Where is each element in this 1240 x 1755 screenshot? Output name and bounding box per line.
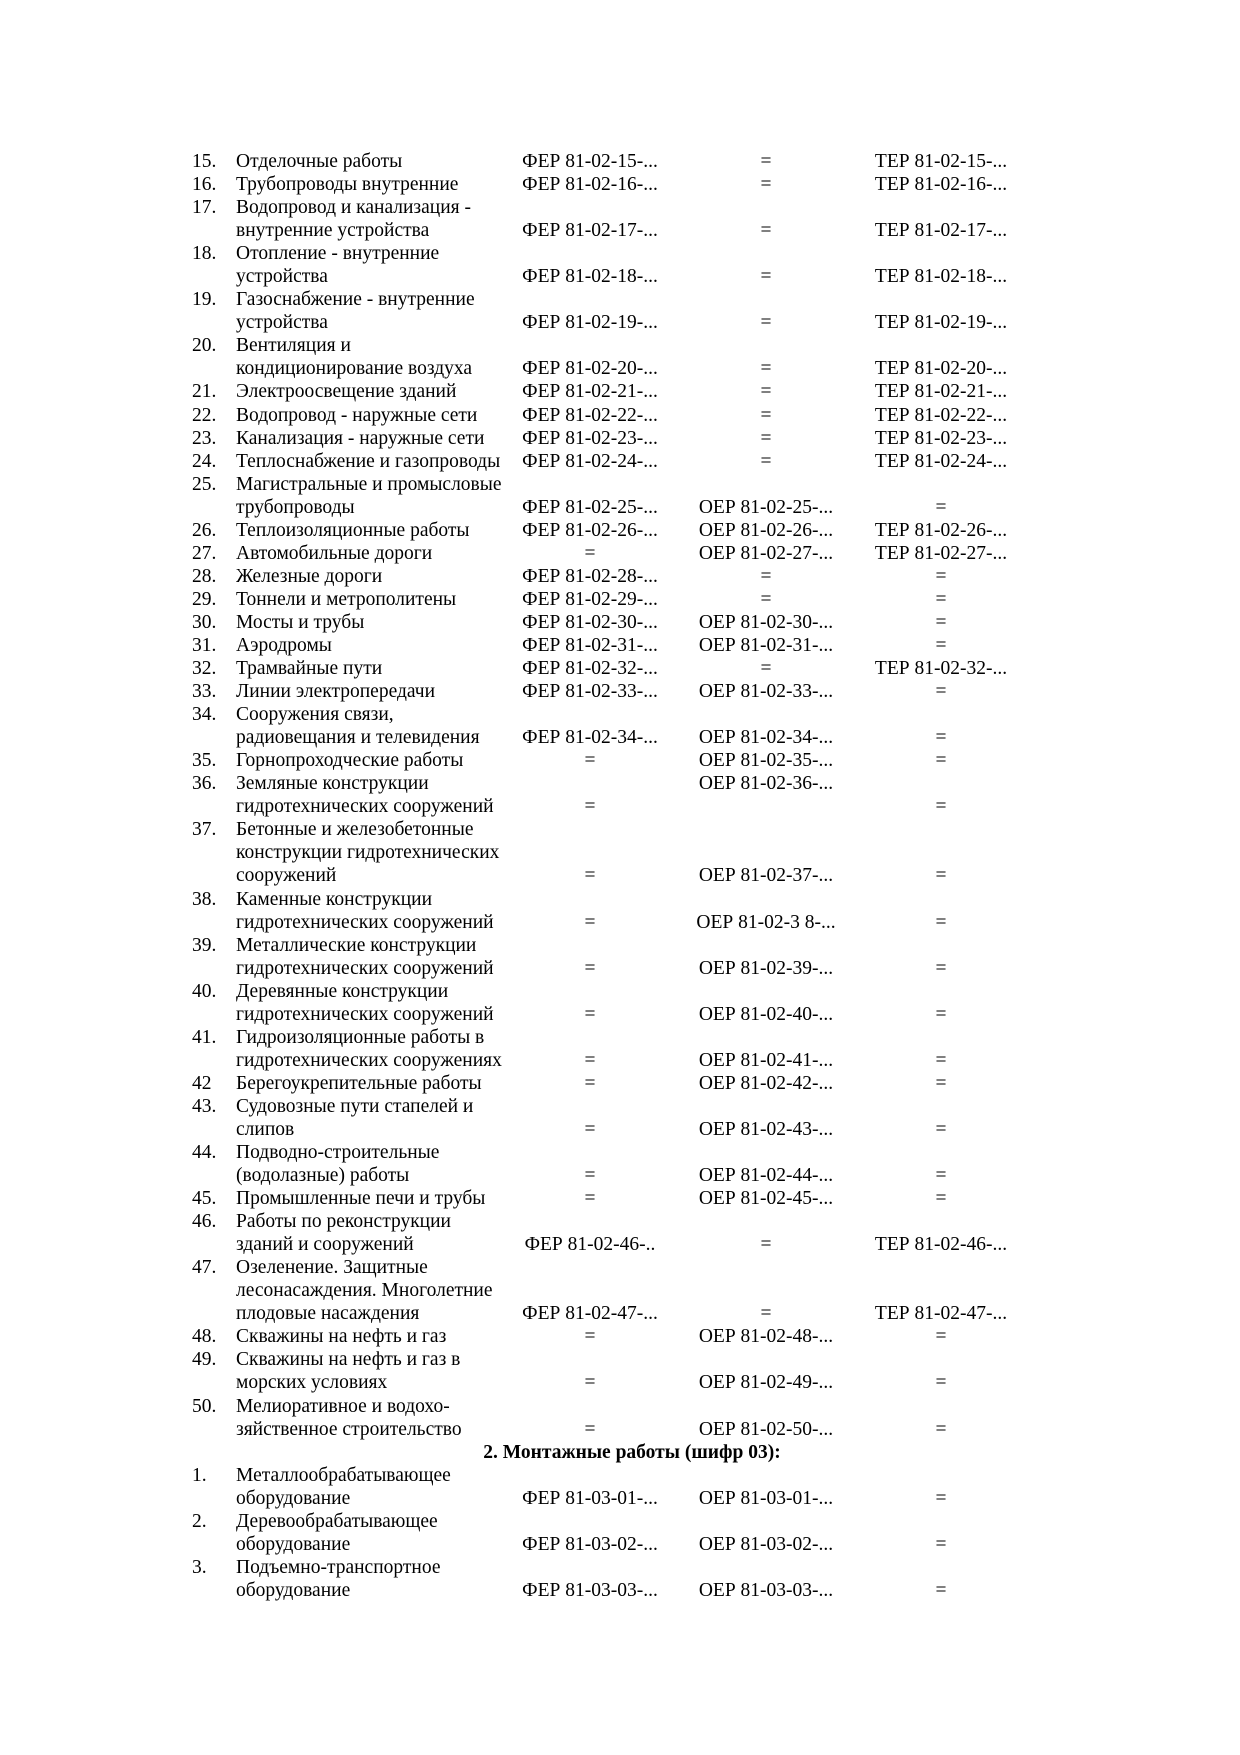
ter-code: ТЕР 81-02-46-...	[874, 1234, 1008, 1256]
ter-code: =	[935, 681, 947, 703]
table-row-line	[192, 565, 1062, 588]
table-row-line	[192, 772, 1062, 795]
ter-code: =	[935, 911, 947, 933]
table-row-line	[192, 173, 1062, 196]
ter-code: ТЕР 81-02-18-...	[874, 266, 1008, 288]
work-type-name: Теплоизоляционные работы	[236, 519, 470, 541]
fer-code: ФЕР 81-02-18-...	[522, 266, 658, 288]
oer-code: ОЕР 81-02-48-...	[698, 1326, 834, 1348]
work-type-name: гидротехнических сооружениях	[236, 1049, 502, 1071]
oer-code: ОЕР 81-02-34-...	[698, 727, 834, 749]
fer-code: ФЕР 81-02-19-...	[522, 312, 658, 334]
ter-code: =	[935, 1487, 947, 1509]
oer-code: ОЕР 81-02-37-...	[698, 865, 834, 887]
norms-table	[192, 150, 1062, 1602]
row-number: 35.	[192, 750, 217, 772]
table-row-line	[192, 1510, 1062, 1533]
oer-code: ОЕР 81-02-26-...	[698, 519, 834, 541]
oer-code: ОЕР 81-02-25-...	[698, 496, 834, 518]
table-row-line	[192, 657, 1062, 680]
row-number: 27.	[192, 542, 217, 564]
work-type-name: Электроосвещение зданий	[236, 381, 457, 403]
work-type-name: Судовозные пути стапелей и	[236, 1095, 474, 1117]
work-type-name: Озеленение. Защитные	[236, 1257, 428, 1279]
work-type-name: Горнопроходческие работы	[236, 750, 464, 772]
table-row-line	[192, 1579, 1062, 1602]
table-row-line	[192, 1049, 1062, 1072]
row-number: 36.	[192, 773, 217, 795]
table-row-line	[192, 795, 1062, 818]
ter-code: =	[935, 1188, 947, 1210]
work-type-name: устройства	[236, 266, 328, 288]
row-number: 21.	[192, 381, 217, 403]
work-type-name: лесонасаждения. Многолетние	[236, 1280, 493, 1302]
ter-code: =	[935, 634, 947, 656]
work-type-name: Трубопроводы внутренние	[236, 174, 459, 196]
oer-code: ОЕР 81-02-27-...	[698, 542, 834, 564]
work-type-name: Металлические конструкции	[236, 934, 477, 956]
row-number: 43.	[192, 1095, 217, 1117]
table-row-line	[192, 1533, 1062, 1556]
table-row-line	[192, 450, 1062, 473]
row-number: 44.	[192, 1142, 217, 1164]
oer-code: ОЕР 81-02-33-...	[698, 681, 834, 703]
table-row-line	[192, 864, 1062, 887]
fer-code: =	[584, 1372, 596, 1394]
row-number: 37.	[192, 819, 217, 841]
row-number: 31.	[192, 634, 217, 656]
table-row-line	[192, 496, 1062, 519]
row-number: 45.	[192, 1188, 217, 1210]
row-number: 33.	[192, 681, 217, 703]
work-type-name: Металлообрабатывающее	[236, 1464, 451, 1486]
table-row-line	[192, 980, 1062, 1003]
work-type-name: Отделочные работы	[236, 151, 403, 172]
work-type-name: Газоснабжение - внутренние	[236, 289, 475, 311]
row-number: 28.	[192, 565, 217, 587]
oer-code: ОЕР 81-02-42-...	[698, 1072, 834, 1094]
fer-code: =	[584, 1418, 596, 1440]
table-row-line	[192, 1371, 1062, 1394]
oer-code: =	[760, 358, 772, 380]
ter-code: ТЕР 81-02-47-...	[874, 1303, 1008, 1325]
table-row-line	[192, 841, 1062, 864]
fer-code: =	[584, 1326, 596, 1348]
fer-code: ФЕР 81-02-17-...	[522, 220, 658, 242]
fer-code: ФЕР 81-02-16-...	[522, 174, 658, 196]
ter-code: =	[935, 1372, 947, 1394]
ter-code: =	[935, 1049, 947, 1071]
fer-code: =	[584, 911, 596, 933]
table-row-line	[192, 1256, 1062, 1279]
work-type-name: оборудование	[236, 1487, 351, 1509]
row-number: 3.	[192, 1556, 207, 1578]
fer-code: ФЕР 81-02-31-...	[522, 634, 658, 656]
ter-code: =	[935, 496, 947, 518]
table-row-line	[192, 888, 1062, 911]
oer-code: =	[760, 427, 772, 449]
row-number: 47.	[192, 1257, 217, 1279]
fer-code: ФЕР 81-02-34-...	[522, 727, 658, 749]
fer-code: ФЕР 81-02-29-...	[522, 588, 658, 610]
oer-code: ОЕР 81-02-45-...	[698, 1188, 834, 1210]
work-type-name: оборудование	[236, 1579, 351, 1601]
work-type-name: гидротехнических сооружений	[236, 796, 494, 818]
table-row-line	[192, 1487, 1062, 1510]
table-row-line	[192, 334, 1062, 357]
work-type-name: Берегоукрепительные работы	[236, 1072, 482, 1094]
ter-code: ТЕР 81-02-26-...	[874, 519, 1008, 541]
work-type-name: Трамвайные пути	[236, 658, 383, 680]
work-type-name: морских условиях	[236, 1372, 388, 1394]
row-number: 25.	[192, 473, 217, 495]
row-number: 38.	[192, 888, 217, 910]
work-type-name: Мосты и трубы	[236, 611, 365, 633]
oer-code: =	[760, 1234, 772, 1256]
table-row-line	[192, 427, 1062, 450]
ter-code: =	[935, 1533, 947, 1555]
table-row-line	[192, 611, 1062, 634]
fer-code: ФЕР 81-03-03-...	[522, 1579, 658, 1601]
oer-code: =	[760, 220, 772, 242]
ter-code: =	[935, 588, 947, 610]
table-row-line	[192, 1418, 1062, 1441]
table-row-line	[192, 818, 1062, 841]
work-type-name: (водолазные) работы	[236, 1165, 410, 1187]
work-type-name: внутренние устройства	[236, 220, 430, 242]
row-number: 24.	[192, 450, 217, 472]
fer-code: =	[584, 750, 596, 772]
work-type-name: Работы по реконструкции	[236, 1211, 451, 1233]
ter-code: =	[935, 565, 947, 587]
oer-code: =	[760, 312, 772, 334]
work-type-name: Отопление - внутренние	[236, 243, 440, 265]
work-type-name: Скважины на нефть и газ в	[236, 1349, 461, 1371]
work-type-name: Вентиляция и	[236, 335, 351, 357]
ter-code: ТЕР 81-02-20-...	[874, 358, 1008, 380]
work-type-name: зяйственное строительство	[236, 1418, 462, 1440]
oer-code: =	[760, 658, 772, 680]
table-row-line	[192, 703, 1062, 726]
work-type-name: Водопровод и канализация -	[236, 197, 471, 219]
work-type-name: Промышленные печи и трубы	[236, 1188, 486, 1210]
fer-code: =	[584, 1118, 596, 1140]
table-row-line	[192, 1141, 1062, 1164]
row-number: 15.	[192, 151, 217, 172]
work-type-name: Бетонные и железобетонные	[236, 819, 474, 841]
oer-code: =	[760, 1303, 772, 1325]
table-row-line	[192, 288, 1062, 311]
ter-code: ТЕР 81-02-17-...	[874, 220, 1008, 242]
table-row-line	[192, 380, 1062, 403]
row-number: 48.	[192, 1326, 217, 1348]
row-number: 40.	[192, 980, 217, 1002]
fer-code: ФЕР 81-02-32-...	[522, 658, 658, 680]
section-2-rows	[192, 1464, 1062, 1602]
oer-code: ОЕР 81-02-35-...	[698, 750, 834, 772]
table-row-line	[192, 404, 1062, 427]
work-type-name: Тоннели и метрополитены	[236, 588, 457, 610]
table-row-line	[192, 542, 1062, 565]
fer-code: ФЕР 81-02-15-...	[522, 151, 658, 172]
oer-code: ОЕР 81-02-49-...	[698, 1372, 834, 1394]
work-type-name: Подводно-строительные	[236, 1142, 440, 1164]
fer-code: ФЕР 81-02-23-...	[522, 427, 658, 449]
work-type-name: Деревообрабатывающее	[236, 1510, 438, 1532]
row-number: 41.	[192, 1026, 217, 1048]
row-number: 19.	[192, 289, 217, 311]
work-type-name: Гидроизоляционные работы в	[236, 1026, 485, 1048]
table-row-line	[192, 1395, 1062, 1418]
table-row-line	[192, 265, 1062, 288]
row-number: 1.	[192, 1464, 207, 1486]
oer-code: =	[760, 266, 772, 288]
oer-code: =	[760, 588, 772, 610]
table-row-line	[192, 1464, 1062, 1487]
work-type-name: Канализация - наружные сети	[236, 427, 485, 449]
row-number: 30.	[192, 611, 217, 633]
work-type-name: Железные дороги	[236, 565, 383, 587]
ter-code: ТЕР 81-02-15-...	[874, 151, 1008, 172]
work-type-name: плодовые насаждения	[236, 1303, 420, 1325]
row-number: 49.	[192, 1349, 217, 1371]
table-row-line	[192, 242, 1062, 265]
oer-code: ОЕР 81-02-43-...	[698, 1118, 834, 1140]
row-number: 46.	[192, 1211, 217, 1233]
work-type-name: конструкции гидротехнических	[236, 842, 500, 864]
fer-code: ФЕР 81-02-20-...	[522, 358, 658, 380]
ter-code: =	[935, 865, 947, 887]
work-type-name: сооружений	[236, 865, 337, 887]
fer-code: ФЕР 81-02-22-...	[522, 404, 658, 426]
work-type-name: зданий и сооружений	[236, 1234, 414, 1256]
row-number: 23.	[192, 427, 217, 449]
table-row-line	[192, 680, 1062, 703]
table-row-line	[192, 1164, 1062, 1187]
work-type-name: гидротехнических сооружений	[236, 911, 494, 933]
table-row-line	[192, 749, 1062, 772]
work-type-name: гидротехнических сооружений	[236, 957, 494, 979]
oer-code: =	[760, 381, 772, 403]
ter-code: ТЕР 81-02-16-...	[874, 174, 1008, 196]
oer-code: =	[760, 404, 772, 426]
table-row-line	[192, 1302, 1062, 1325]
fer-code: =	[584, 796, 596, 818]
fer-code: ФЕР 81-02-47-...	[522, 1303, 658, 1325]
row-number: 26.	[192, 519, 217, 541]
fer-code: ФЕР 81-02-46-..	[524, 1234, 656, 1256]
table-row-line	[192, 934, 1062, 957]
section-1-rows	[192, 150, 1062, 1441]
work-type-name: слипов	[236, 1118, 295, 1140]
table-row-line	[192, 1026, 1062, 1049]
row-number: 17.	[192, 197, 217, 219]
table-row-line	[192, 357, 1062, 380]
table-row-line	[192, 1233, 1062, 1256]
table-row-line	[192, 1556, 1062, 1579]
fer-code: =	[584, 1072, 596, 1094]
ter-code: ТЕР 81-02-32-...	[874, 658, 1008, 680]
table-row-line	[192, 1072, 1062, 1095]
ter-code: ТЕР 81-02-27-...	[874, 542, 1008, 564]
ter-code: =	[935, 1072, 947, 1094]
ter-code: ТЕР 81-02-22-...	[874, 404, 1008, 426]
oer-code: =	[760, 151, 772, 172]
oer-code: ОЕР 81-02-41-...	[698, 1049, 834, 1071]
row-number: 50.	[192, 1395, 217, 1417]
oer-code: ОЕР 81-03-02-...	[698, 1533, 834, 1555]
row-number: 18.	[192, 243, 217, 265]
fer-code: =	[584, 1003, 596, 1025]
work-type-name: трубопроводы	[236, 496, 355, 518]
oer-code: ОЕР 81-02-36-...	[698, 773, 834, 795]
fer-code: =	[584, 1049, 596, 1071]
fer-code: ФЕР 81-02-21-...	[522, 381, 658, 403]
fer-code: =	[584, 1165, 596, 1187]
table-row-line	[192, 911, 1062, 934]
ter-code: ТЕР 81-02-19-...	[874, 312, 1008, 334]
table-row-line	[192, 1118, 1062, 1141]
table-row-line	[192, 1003, 1062, 1026]
table-row-line	[192, 588, 1062, 611]
ter-code: =	[935, 1165, 947, 1187]
work-type-name: Сооружения связи,	[236, 704, 394, 726]
work-type-name: устройства	[236, 312, 328, 334]
row-number: 29.	[192, 588, 217, 610]
work-type-name: оборудование	[236, 1533, 351, 1555]
fer-code: ФЕР 81-02-30-...	[522, 611, 658, 633]
table-row-line	[192, 957, 1062, 980]
ter-code: =	[935, 1326, 947, 1348]
table-row-line	[192, 519, 1062, 542]
work-type-name: Каменные конструкции	[236, 888, 433, 910]
oer-code: ОЕР 81-03-01-...	[698, 1487, 834, 1509]
fer-code: =	[584, 865, 596, 887]
ter-code: ТЕР 81-02-21-...	[874, 381, 1008, 403]
ter-code: =	[935, 750, 947, 772]
fer-code: ФЕР 81-02-33-...	[522, 681, 658, 703]
row-number: 20.	[192, 335, 217, 357]
oer-code: ОЕР 81-02-39-...	[698, 957, 834, 979]
table-row-line	[192, 219, 1062, 242]
ter-code: =	[935, 1118, 947, 1140]
oer-code: ОЕР 81-02-40-...	[698, 1003, 834, 1025]
table-row-line	[192, 726, 1062, 749]
row-number: 42	[192, 1072, 212, 1094]
ter-code: =	[935, 611, 947, 633]
oer-code: ОЕР 81-02-30-...	[698, 611, 834, 633]
work-type-name: гидротехнических сооружений	[236, 1003, 494, 1025]
ter-code: =	[935, 1003, 947, 1025]
ter-code: =	[935, 727, 947, 749]
section-2-heading: 2. Монтажные работы (шифр 03):	[483, 1441, 781, 1463]
ter-code: ТЕР 81-02-24-...	[874, 450, 1008, 472]
fer-code: ФЕР 81-02-28-...	[522, 565, 658, 587]
table-row-line	[192, 1348, 1062, 1371]
table-row-line	[192, 473, 1062, 496]
oer-code: =	[760, 565, 772, 587]
fer-code: =	[584, 1188, 596, 1210]
work-type-name: Автомобильные дороги	[236, 542, 433, 564]
fer-code: =	[584, 542, 596, 564]
table-row-line	[192, 1279, 1062, 1302]
work-type-name: Линии электропередачи	[236, 681, 435, 703]
fer-code: ФЕР 81-02-24-...	[522, 450, 658, 472]
work-type-name: Магистральные и промысловые	[236, 473, 502, 495]
table-row-line	[192, 1210, 1062, 1233]
table-row-line	[192, 634, 1062, 657]
table-row-line	[192, 1095, 1062, 1118]
work-type-name: Теплоснабжение и газопроводы	[236, 450, 501, 472]
table-row-line	[192, 150, 1062, 173]
ter-code: =	[935, 1579, 947, 1601]
fer-code: =	[584, 957, 596, 979]
oer-code: =	[760, 174, 772, 196]
row-number: 32.	[192, 658, 217, 680]
oer-code: ОЕР 81-02-31-...	[698, 634, 834, 656]
ter-code: =	[935, 957, 947, 979]
oer-code: ОЕР 81-03-03-...	[698, 1579, 834, 1601]
row-number: 34.	[192, 704, 217, 726]
work-type-name: Аэродромы	[236, 634, 332, 656]
ter-code: =	[935, 796, 947, 818]
fer-code: ФЕР 81-03-01-...	[522, 1487, 658, 1509]
oer-code: =	[760, 450, 772, 472]
row-number: 22.	[192, 404, 217, 426]
work-type-name: Мелиоративное и водохо-	[236, 1395, 450, 1417]
row-number: 16.	[192, 174, 217, 196]
fer-code: ФЕР 81-03-02-...	[522, 1533, 658, 1555]
ter-code: ТЕР 81-02-23-...	[874, 427, 1008, 449]
work-type-name: Водопровод - наружные сети	[236, 404, 478, 426]
oer-code: ОЕР 81-02-44-...	[698, 1165, 834, 1187]
row-number: 2.	[192, 1510, 207, 1532]
table-row-line	[192, 1325, 1062, 1348]
work-type-name: кондиционирование воздуха	[236, 358, 473, 380]
row-number: 39.	[192, 934, 217, 956]
oer-code: ОЕР 81-02-50-...	[698, 1418, 834, 1440]
work-type-name: Скважины на нефть и газ	[236, 1326, 447, 1348]
work-type-name: Подъемно-транспортное	[236, 1556, 441, 1578]
work-type-name: радиовещания и телевидения	[236, 727, 480, 749]
ter-code: =	[935, 1418, 947, 1440]
fer-code: ФЕР 81-02-26-...	[522, 519, 658, 541]
work-type-name: Деревянные конструкции	[236, 980, 449, 1002]
work-type-name: Земляные конструкции	[236, 773, 429, 795]
fer-code: ФЕР 81-02-25-...	[522, 496, 658, 518]
table-row-line	[192, 196, 1062, 219]
table-row-line	[192, 311, 1062, 334]
table-row-line	[192, 1187, 1062, 1210]
oer-code: ОЕР 81-02-3 8-...	[696, 911, 836, 933]
